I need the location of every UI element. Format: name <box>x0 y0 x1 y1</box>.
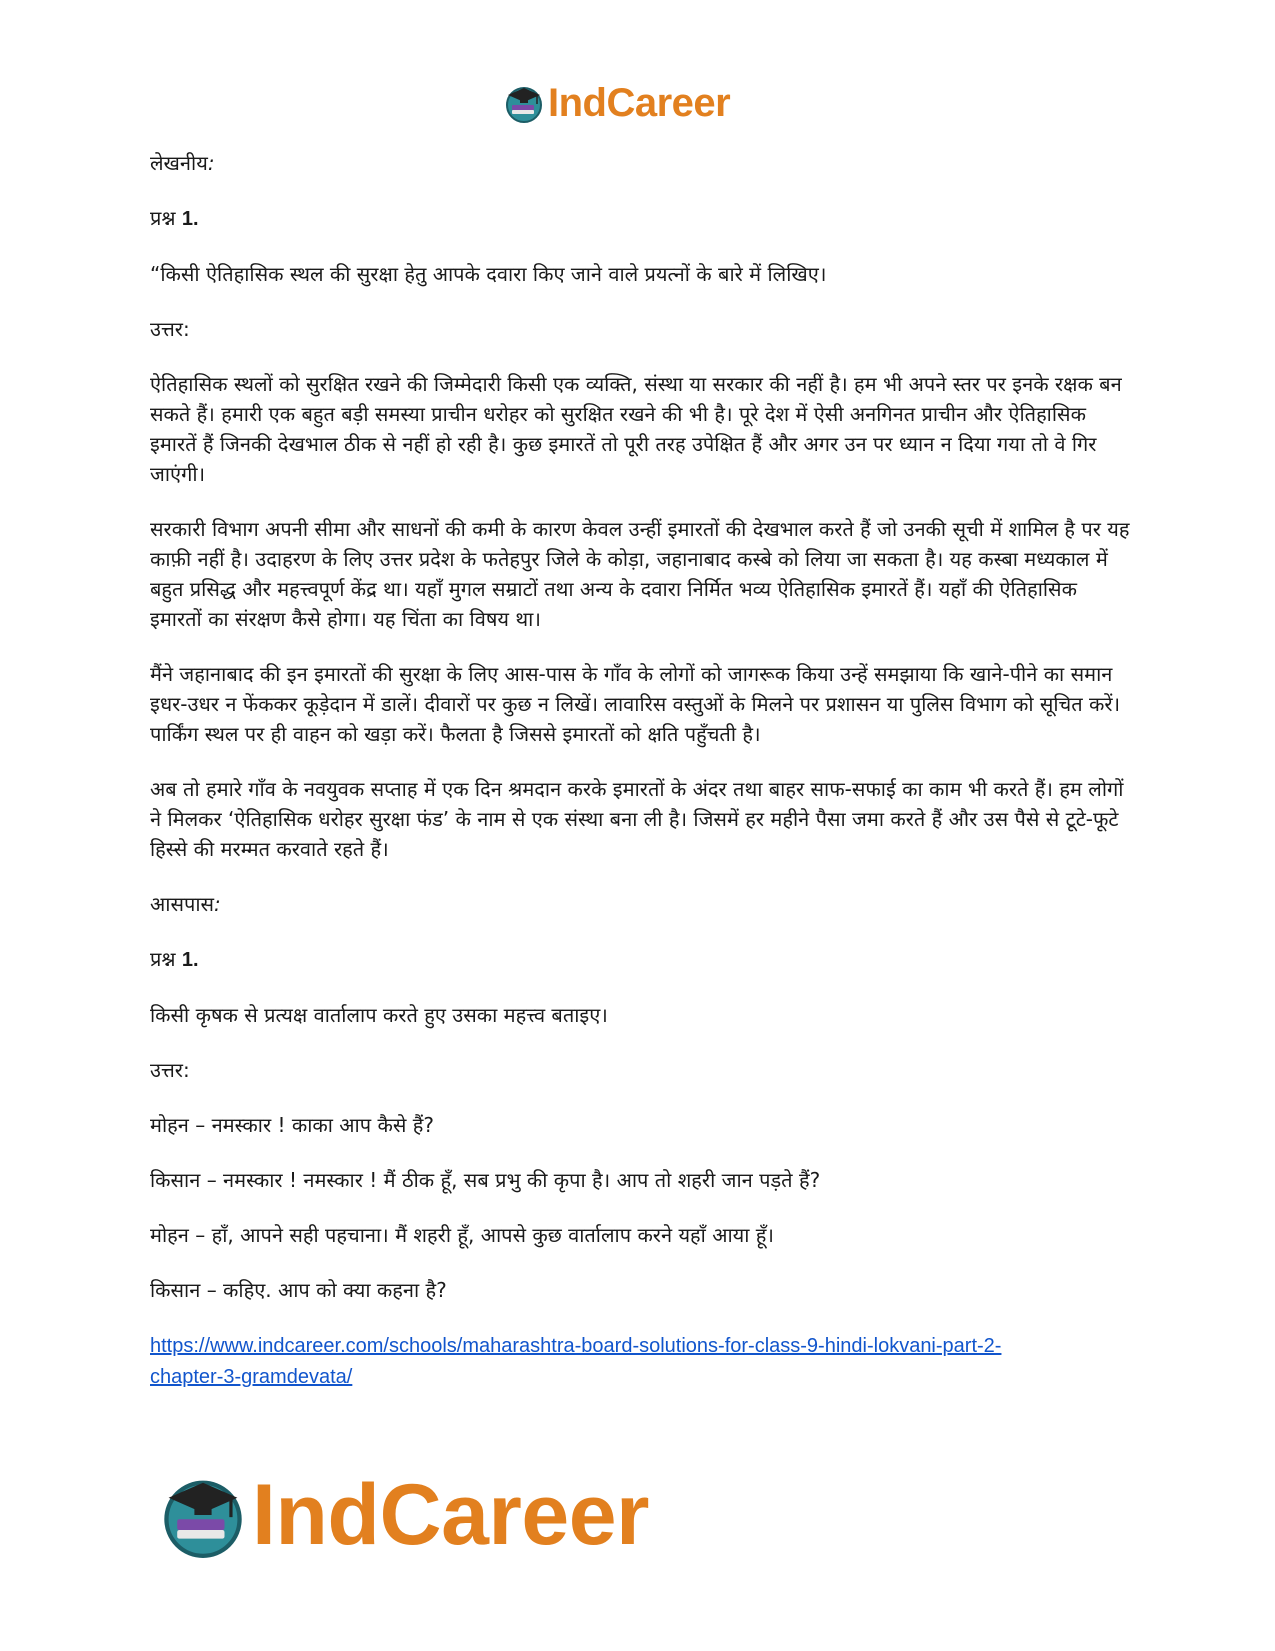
document-body <box>150 148 1130 1392</box>
section-title-colon: : <box>207 151 215 175</box>
question-number: 1. <box>181 949 199 971</box>
section-title-colon: : <box>214 892 221 916</box>
source-link[interactable] <box>150 1330 1130 1392</box>
graduation-cap-book-globe-icon <box>504 83 544 123</box>
answer-label: उत्तर: <box>150 1058 190 1082</box>
source-link-line-1[interactable]: https://www.indcareer.com/schools/maharashtra-board-solutions-for-class-9-hindi-lokvani-part-2- <box>150 1335 1002 1357</box>
question-heading <box>150 944 1130 975</box>
graduation-cap-book-globe-icon <box>160 1472 246 1558</box>
logo-text: IndCareer <box>252 1466 649 1563</box>
dialogue-line: किसान – नमस्कार ! नमस्कार ! मैं ठीक हूँ, सब प्रभु की कृपा है। आप तो शहरी जान पड़ते हैं? <box>150 1168 821 1192</box>
indcareer-logo-bottom <box>160 1465 649 1565</box>
answer-paragraph: सरकारी विभाग अपनी सीमा और साधनों की कमी के कारण केवल उन्हीं इमारतों की देखभाल करते हैं जो उनकी सूची में शामिल है पर यह काफ़ी नहीं है। उदाहरण के लिए उत्तर प्रदेश के फतेहपुर जिले के कोड़ा, जहानाबाद कस्बे को लिया जा सकता है। यह कस्बा मध्यकाल में बहुत प्रसिद्ध और महत्त्वपूर्ण केंद्र था। यहाँ मुगल सम्राटों तथा अन्य के दवारा निर्मित भव्य ऐतिहासिक इमारतें हैं। यहाँ की ऐतिहासिक इमारतों का संरक्षण कैसे होगा। यह चिंता का विषय था। <box>150 517 1130 631</box>
question-heading <box>150 203 1130 234</box>
section-title-text: आसपास <box>150 892 215 916</box>
answer-paragraph: ऐतिहासिक स्थलों को सुरक्षित रखने की जिम्मेदारी किसी एक व्यक्ति, संस्था या सरकार की नहीं है। हम भी अपने स्तर पर इनके रक्षक बन सकते हैं। हमारी एक बहुत बड़ी समस्या प्राचीन धरोहर को सुरक्षित रखने की भी है। पूरे देश में ऐसी अनगिनत प्राचीन और ऐतिहासिक इमारतें हैं जिनकी देखभाल ठीक से नहीं हो रही है। कुछ इमारतें तो पूरी तरह उपेक्षित हैं और अगर उन पर ध्यान न दिया गया तो वे गिर जाएंगी। <box>150 372 1122 486</box>
dialogue-line: किसान – कहिए. आप को क्या कहना है? <box>150 1278 447 1302</box>
section-title-aaspaas <box>150 889 1130 919</box>
question-label: प्रश्न <box>150 947 182 971</box>
question-text: किसी कृषक से प्रत्यक्ष वार्तालाप करते हुए उसका महत्त्व बताइए। <box>150 1003 608 1027</box>
indcareer-logo-top <box>504 80 730 126</box>
question-label: प्रश्न <box>150 206 182 230</box>
answer-paragraph: अब तो हमारे गाँव के नवयुवक सप्ताह में एक दिन श्रमदान करके इमारतों के अंदर तथा बाहर साफ-सफाई का काम भी करते हैं। हम लोगों ने मिलकर ‘ऐतिहासिक धरोहर सुरक्षा फंड’ के नाम से एक संस्था बना ली है। जिसमें हर महीने पैसा जमा करते हैं और उस पैसे से टूटे-फूटे हिस्से की मरम्मत करवाते रहते हैं। <box>150 777 1124 861</box>
dialogue-line: मोहन – हाँ, आपने सही पहचाना। मैं शहरी हूँ, आपसे कुछ वार्तालाप करने यहाँ आया हूँ। <box>150 1223 774 1247</box>
question-text: “किसी ऐतिहासिक स्थल की सुरक्षा हेतु आपके दवारा किए जाने वाले प्रयत्नों के बारे में लिखिए। <box>150 262 827 286</box>
question-number: 1. <box>181 208 199 230</box>
section-title-text: लेखनीय <box>150 151 208 175</box>
logo-text: IndCareer <box>548 80 731 125</box>
answer-label: उत्तर: <box>150 317 190 341</box>
answer-paragraph: मैंने जहानाबाद की इन इमारतों की सुरक्षा के लिए आस-पास के गाँव के लोगों को जागरूक किया उन्हें समझाया कि खाने-पीने का समान इधर-उधर न फेंककर कूड़ेदान में डालें। दीवारों पर कुछ न लिखें। लावारिस वस्तुओं के मिलने पर प्रशासन या पुलिस विभाग को सूचित करें। पार्किंग स्थल पर ही वाहन को खड़ा करें। फैलता है जिससे इमारतों को क्षति पहुँचती है। <box>150 662 1121 746</box>
dialogue-line: मोहन – नमस्कार ! काका आप कैसे हैं? <box>150 1113 434 1137</box>
section-title-lekhniya <box>150 148 1130 178</box>
source-link-line-2[interactable]: chapter-3-gramdevata/ <box>150 1366 353 1388</box>
